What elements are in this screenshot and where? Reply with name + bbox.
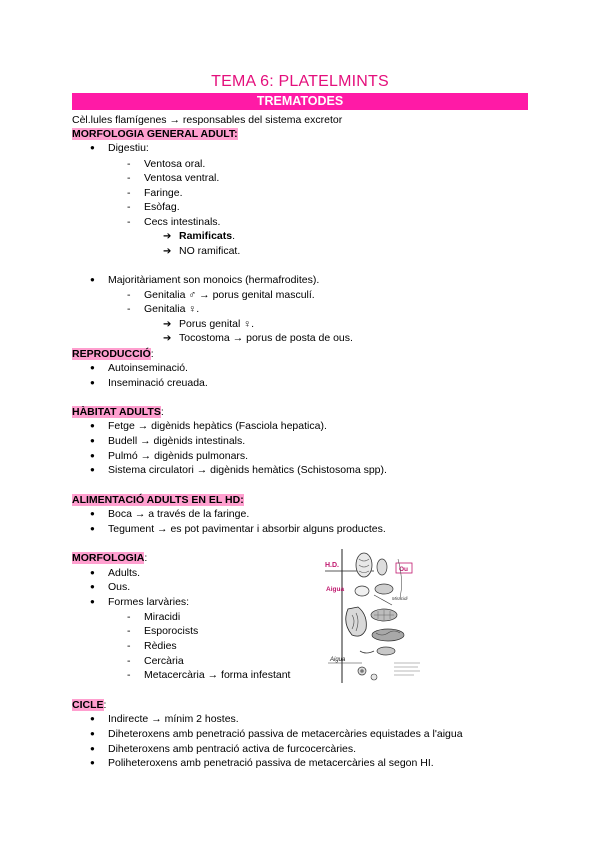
- bullet-icon: ●: [90, 582, 95, 591]
- list-item: ● Boca → a través de la faringe.: [90, 508, 250, 520]
- bullet-icon: ●: [90, 509, 95, 518]
- list-item: ➔ Porus genital ♀.: [163, 318, 254, 330]
- list-item: - Cecs intestinals.: [127, 216, 221, 228]
- list-item: ● Adults.: [90, 567, 141, 579]
- intro-text: Cèl.lules flamígenes → responsables del sistema excretor: [72, 114, 343, 126]
- list-item: - Metacercària → forma infestant: [127, 669, 291, 681]
- heading-morfologia: MORFOLOGIA:: [72, 552, 148, 564]
- bullet-icon: ●: [90, 597, 95, 606]
- list-item: - Ventosa ventral.: [127, 172, 220, 184]
- list-item: ● Formes larvàries:: [90, 596, 190, 608]
- bullet-icon: ●: [90, 729, 95, 738]
- list-item: ● Poliheteroxens amb penetració passiva de metacercàries al segon HI.: [90, 757, 434, 769]
- list-item: ➔ NO ramificat.: [163, 245, 241, 257]
- arrow-right-icon: ➔: [163, 246, 172, 257]
- label-hd: H.D.: [325, 562, 339, 569]
- label-aigua-top: Aigua: [326, 586, 345, 593]
- list-item: ● Tegument → es pot pavimentar i absorbir alguns productes.: [90, 523, 386, 535]
- heading-morfologia-general: MORFOLOGIA GENERAL ADULT:: [72, 128, 238, 140]
- life-cycle-figure: [322, 545, 426, 687]
- list-item: ● Pulmó → digènids pulmonars.: [90, 450, 249, 462]
- arrow-right-icon: ➔: [163, 319, 172, 330]
- bullet-icon: ●: [90, 421, 95, 430]
- bullet-icon: ●: [90, 714, 95, 723]
- list-item: ● Inseminació creuada.: [90, 377, 208, 389]
- bullet-icon: ●: [90, 465, 95, 474]
- bullet-icon: ●: [90, 568, 95, 577]
- bullet-icon: ●: [90, 275, 95, 284]
- heading-cicle: CICLE:: [72, 699, 107, 711]
- list-item: ● Budell → digènids intestinals.: [90, 435, 246, 447]
- bullet-icon: ●: [90, 524, 95, 533]
- bullet-icon: ●: [90, 143, 95, 152]
- arrow-right-icon: ➔: [163, 333, 172, 344]
- section-banner: TREMATODES: [72, 93, 528, 110]
- list-item: - Genitalia ♂ → porus genital masculí.: [127, 289, 315, 301]
- list-item: - Cercària: [127, 655, 184, 667]
- bullet-icon: ●: [90, 744, 95, 753]
- heading-habitat: HÀBITAT ADULTS:: [72, 406, 164, 418]
- list-item: ● Diheteroxens amb pentració activa de furcocercàries.: [90, 743, 357, 755]
- heading-reproduccio: REPRODUCCIÓ:: [72, 348, 154, 360]
- label-miracidi: Miracidi: [392, 596, 408, 601]
- list-item: ● Ous.: [90, 581, 131, 593]
- page-title: TEMA 6: PLATELMINTS: [211, 73, 389, 90]
- bullet-icon: ●: [90, 758, 95, 767]
- list-item: - Genitalia ♀.: [127, 303, 200, 315]
- list-item: ➔ Ramificats.: [163, 230, 236, 242]
- label-aigua-bottom: Aigua: [330, 657, 346, 663]
- life-cycle-diagram: [322, 545, 426, 687]
- list-item: ➔ Tocostoma → porus de posta de ous.: [163, 332, 353, 344]
- arrow-right-icon: ➔: [163, 231, 172, 242]
- bullet-icon: ●: [90, 363, 95, 372]
- list-item: - Faringe.: [127, 187, 183, 199]
- list-item: - Miracidi: [127, 611, 181, 623]
- list-item: - Rèdies: [127, 640, 177, 652]
- list-item: ● Indirecte → mínim 2 hostes.: [90, 713, 239, 725]
- list-item: ● Majoritàriament son monoics (hermafrodites).: [90, 274, 320, 286]
- list-item: - Esporocists: [127, 625, 199, 637]
- label-ou: Ou: [399, 566, 409, 573]
- list-item: ● Digestiu:: [90, 142, 149, 154]
- list-item: ● Autoinseminació.: [90, 362, 188, 374]
- list-item: ● Diheteroxens amb penetració passiva de metacercàries equistades a l'aigua: [90, 728, 463, 740]
- list-item: - Ventosa oral.: [127, 158, 206, 170]
- heading-alimentacio: ALIMENTACIÓ ADULTS EN EL HD:: [72, 494, 244, 506]
- list-item: ● Fetge → digènids hepàtics (Fasciola hepatica).: [90, 420, 327, 432]
- bullet-icon: ●: [90, 378, 95, 387]
- list-item: ● Sistema circulatori → digènids hemàtics (Schistosoma spp).: [90, 464, 387, 476]
- bullet-icon: ●: [90, 451, 95, 460]
- bullet-icon: ●: [90, 436, 95, 445]
- list-item: - Esòfag.: [127, 201, 180, 213]
